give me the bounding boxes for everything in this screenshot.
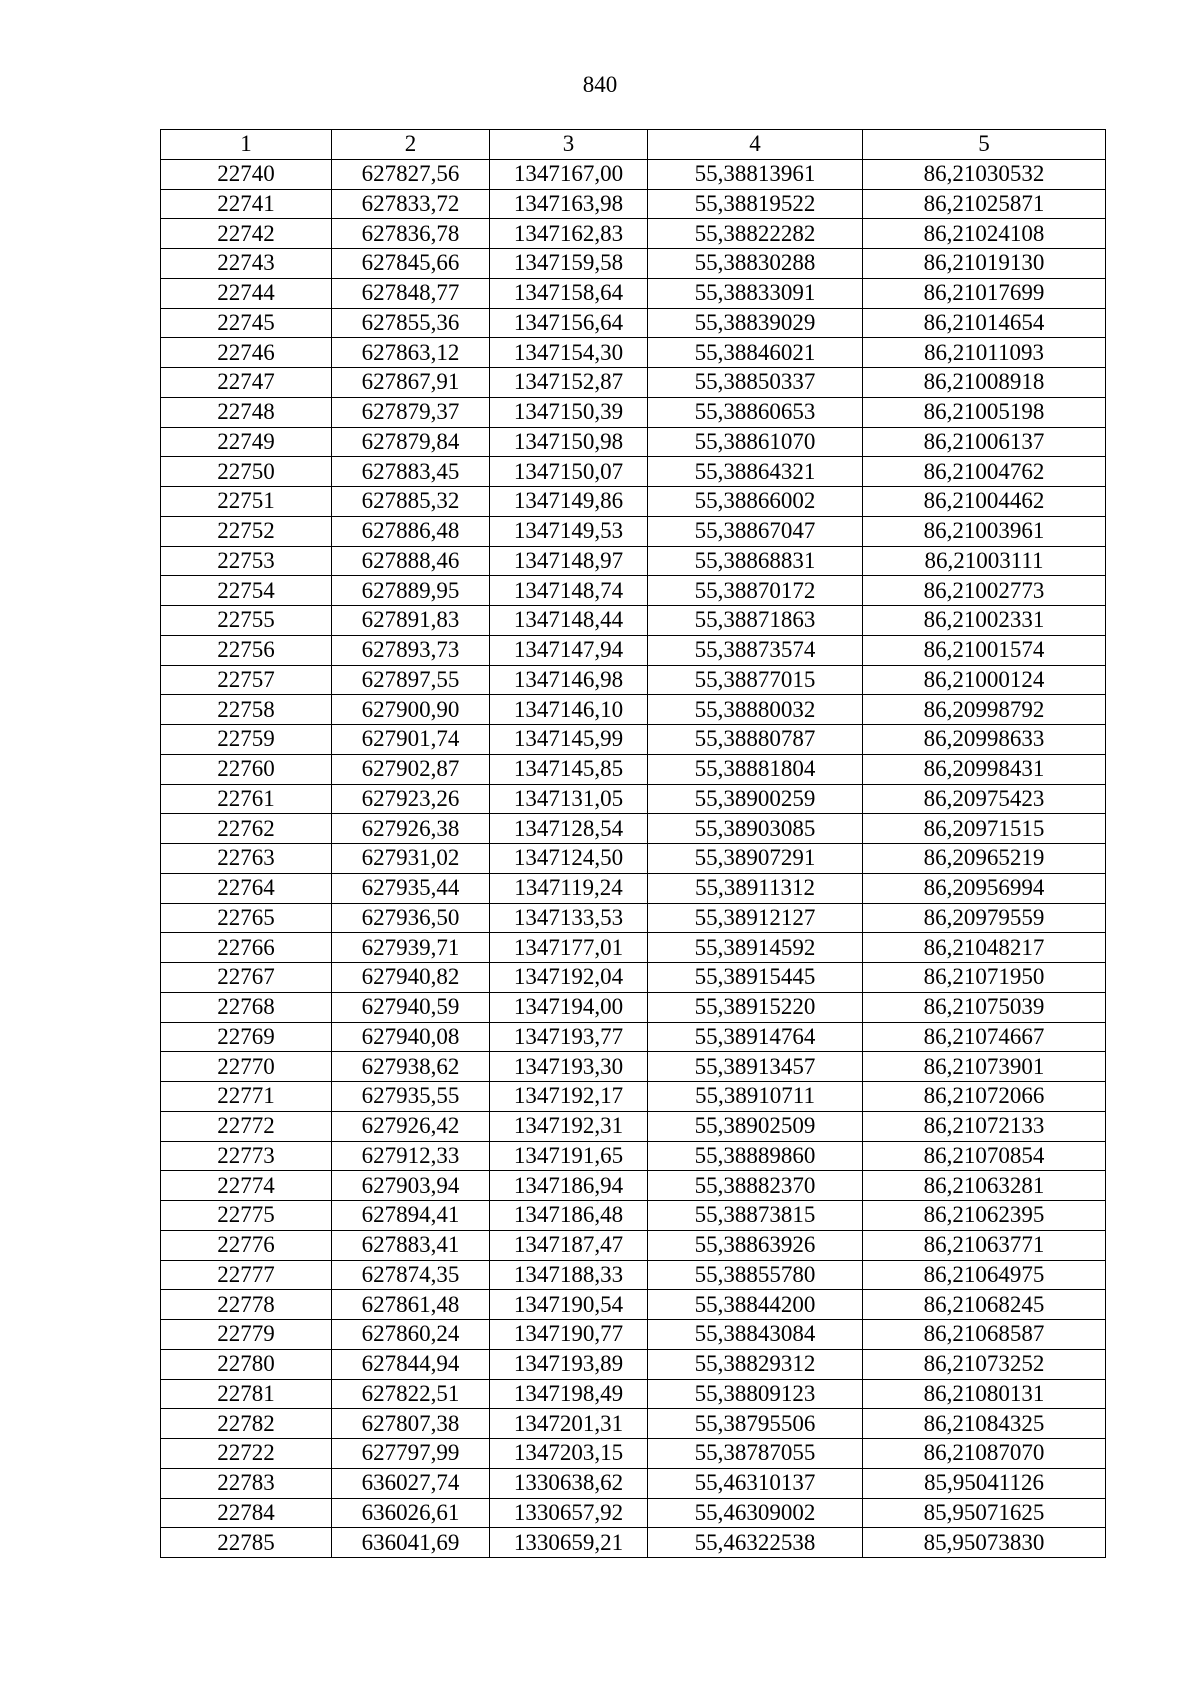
table-cell: 22747 [161,368,332,398]
table-row [161,1141,1106,1171]
table-row [161,1349,1106,1379]
table-cell: 1347124,50 [490,844,648,874]
table-cell: 55,38867047 [648,516,863,546]
table-row [161,1171,1106,1201]
table-cell: 86,20998633 [863,725,1106,755]
table-cell: 22764 [161,873,332,903]
table-row [161,814,1106,844]
table-cell: 55,38787055 [648,1439,863,1469]
table-cell: 22770 [161,1052,332,1082]
column-header-1: 1 [161,130,332,160]
table-cell: 86,20998431 [863,754,1106,784]
table-cell: 86,20975423 [863,784,1106,814]
table-cell: 86,21025871 [863,189,1106,219]
table-cell: 1330657,92 [490,1498,648,1528]
table-row [161,397,1106,427]
table-row [161,159,1106,189]
table-cell: 55,38914764 [648,1022,863,1052]
table-cell: 1347192,04 [490,963,648,993]
table-cell: 627860,24 [332,1320,490,1350]
table-cell: 627897,55 [332,665,490,695]
table-cell: 86,20998792 [863,695,1106,725]
table-cell: 1347145,99 [490,725,648,755]
table-row [161,308,1106,338]
table-cell: 627935,55 [332,1082,490,1112]
table-row [161,635,1106,665]
table-cell: 86,21087070 [863,1439,1106,1469]
table-cell: 22749 [161,427,332,457]
table-cell: 1347188,33 [490,1260,648,1290]
table-cell: 55,38889860 [648,1141,863,1171]
table-cell: 22740 [161,159,332,189]
table-cell: 86,21002331 [863,606,1106,636]
table-cell: 627940,59 [332,992,490,1022]
table-cell: 22750 [161,457,332,487]
table-cell: 55,38871863 [648,606,863,636]
table-cell: 55,38882370 [648,1171,863,1201]
table-row [161,1379,1106,1409]
table-row [161,725,1106,755]
table-cell: 55,46310137 [648,1468,863,1498]
table-cell: 86,21003111 [863,546,1106,576]
table-cell: 22757 [161,665,332,695]
table-cell: 55,38907291 [648,844,863,874]
table-cell: 1347193,89 [490,1349,648,1379]
table-cell: 55,38915445 [648,963,863,993]
table-cell: 22772 [161,1111,332,1141]
table-cell: 1347198,49 [490,1379,648,1409]
table-cell: 627894,41 [332,1201,490,1231]
table-cell: 86,20971515 [863,814,1106,844]
table-cell: 55,38860653 [648,397,863,427]
table-cell: 1347203,15 [490,1439,648,1469]
table-cell: 1347149,86 [490,487,648,517]
table-cell: 1347156,64 [490,308,648,338]
table-cell: 86,21072133 [863,1111,1106,1141]
table-cell: 627936,50 [332,903,490,933]
table-cell: 1347146,10 [490,695,648,725]
table-cell: 86,21008918 [863,368,1106,398]
table-cell: 1330659,21 [490,1528,648,1558]
table-cell: 627879,37 [332,397,490,427]
table-cell: 85,95071625 [863,1498,1106,1528]
table-cell: 55,38911312 [648,873,863,903]
table-cell: 86,21073252 [863,1349,1106,1379]
table-cell: 627902,87 [332,754,490,784]
table-cell: 22782 [161,1409,332,1439]
table-cell: 627844,94 [332,1349,490,1379]
table-cell: 22748 [161,397,332,427]
table-row [161,487,1106,517]
table-cell: 55,38830288 [648,249,863,279]
table-cell: 55,38902509 [648,1111,863,1141]
table-cell: 1347159,58 [490,249,648,279]
table-cell: 86,21073901 [863,1052,1106,1082]
table-cell: 1347186,48 [490,1201,648,1231]
table-cell: 55,38910711 [648,1082,863,1112]
table-cell: 22756 [161,635,332,665]
table-cell: 1347192,31 [490,1111,648,1141]
table-cell: 55,38844200 [648,1290,863,1320]
table-cell: 627940,82 [332,963,490,993]
table-cell: 86,21001574 [863,635,1106,665]
table-cell: 86,21063281 [863,1171,1106,1201]
table-cell: 627863,12 [332,338,490,368]
table-cell: 627883,41 [332,1230,490,1260]
table-cell: 22744 [161,278,332,308]
table-cell: 627888,46 [332,546,490,576]
table-cell: 22753 [161,546,332,576]
table-cell: 86,21068245 [863,1290,1106,1320]
table-cell: 22741 [161,189,332,219]
table-cell: 22758 [161,695,332,725]
table-row [161,903,1106,933]
table-cell: 86,21048217 [863,933,1106,963]
table-cell: 627931,02 [332,844,490,874]
table-cell: 55,38839029 [648,308,863,338]
table-row [161,189,1106,219]
column-header-3: 3 [490,130,648,160]
table-cell: 86,21017699 [863,278,1106,308]
table-cell: 86,21006137 [863,427,1106,457]
table-cell: 627912,33 [332,1141,490,1171]
table-cell: 636027,74 [332,1468,490,1498]
table-cell: 627874,35 [332,1260,490,1290]
table-cell: 55,38846021 [648,338,863,368]
table-cell: 86,21062395 [863,1201,1106,1231]
table-cell: 1347162,83 [490,219,648,249]
table-cell: 1347148,74 [490,576,648,606]
table-cell: 1347192,17 [490,1082,648,1112]
table-cell: 627940,08 [332,1022,490,1052]
table-row [161,606,1106,636]
table-cell: 86,21070854 [863,1141,1106,1171]
table-row [161,249,1106,279]
table-cell: 22785 [161,1528,332,1558]
table-cell: 55,46322538 [648,1528,863,1558]
table-cell: 627833,72 [332,189,490,219]
table-cell: 627807,38 [332,1409,490,1439]
table-cell: 627893,73 [332,635,490,665]
table-row [161,368,1106,398]
table-cell: 86,21068587 [863,1320,1106,1350]
table-cell: 1347163,98 [490,189,648,219]
table-cell: 1347119,24 [490,873,648,903]
table-cell: 22779 [161,1320,332,1350]
table-cell: 22763 [161,844,332,874]
table-cell: 85,95041126 [863,1468,1106,1498]
table-cell: 86,21072066 [863,1082,1106,1112]
table-cell: 86,20965219 [863,844,1106,874]
table-cell: 55,38829312 [648,1349,863,1379]
table-cell: 22761 [161,784,332,814]
table-cell: 22776 [161,1230,332,1260]
table-cell: 22751 [161,487,332,517]
table-cell: 22781 [161,1379,332,1409]
column-header-2: 2 [332,130,490,160]
table-cell: 86,21011093 [863,338,1106,368]
table-row [161,963,1106,993]
table-cell: 55,38881804 [648,754,863,784]
coordinates-table [160,129,1106,1558]
table-cell: 22778 [161,1290,332,1320]
table-cell: 1347145,85 [490,754,648,784]
table-cell: 22759 [161,725,332,755]
table-cell: 86,21000124 [863,665,1106,695]
table-cell: 86,21019130 [863,249,1106,279]
table-cell: 86,20956994 [863,873,1106,903]
table-cell: 55,38903085 [648,814,863,844]
table-cell: 22765 [161,903,332,933]
table-cell: 86,20979559 [863,903,1106,933]
table-row [161,1498,1106,1528]
table-cell: 55,38913457 [648,1052,863,1082]
table-cell: 1347154,30 [490,338,648,368]
table-row [161,338,1106,368]
table-cell: 55,38861070 [648,427,863,457]
table-cell: 1347150,98 [490,427,648,457]
table-row [161,516,1106,546]
table-cell: 627855,36 [332,308,490,338]
table-cell: 1347190,54 [490,1290,648,1320]
table-cell: 55,38866002 [648,487,863,517]
table-cell: 55,38813961 [648,159,863,189]
table-cell: 1347133,53 [490,903,648,933]
table-cell: 1347152,87 [490,368,648,398]
table-cell: 1347167,00 [490,159,648,189]
table-cell: 636041,69 [332,1528,490,1558]
table-cell: 86,21004462 [863,487,1106,517]
table-cell: 22768 [161,992,332,1022]
column-header-5: 5 [863,130,1106,160]
table-cell: 86,21004762 [863,457,1106,487]
table-cell: 627879,84 [332,427,490,457]
table-cell: 22766 [161,933,332,963]
table-cell: 55,38850337 [648,368,863,398]
table-cell: 55,38863926 [648,1230,863,1260]
table-cell: 86,21030532 [863,159,1106,189]
table-cell: 86,21003961 [863,516,1106,546]
table-cell: 627926,42 [332,1111,490,1141]
table-cell: 627939,71 [332,933,490,963]
table-cell: 22762 [161,814,332,844]
table-cell: 86,21005198 [863,397,1106,427]
table-cell: 55,38870172 [648,576,863,606]
table-cell: 627822,51 [332,1379,490,1409]
table-cell: 627938,62 [332,1052,490,1082]
table-cell: 22746 [161,338,332,368]
table-cell: 86,21074667 [863,1022,1106,1052]
table-cell: 627886,48 [332,516,490,546]
table-cell: 86,21084325 [863,1409,1106,1439]
table-cell: 55,38809123 [648,1379,863,1409]
table-cell: 627923,26 [332,784,490,814]
table-cell: 1347194,00 [490,992,648,1022]
table-cell: 627848,77 [332,278,490,308]
table-row [161,1022,1106,1052]
table-row [161,278,1106,308]
table-cell: 1347147,94 [490,635,648,665]
table-row [161,1201,1106,1231]
table-row [161,1111,1106,1141]
table-row [161,1230,1106,1260]
table-row [161,546,1106,576]
table-cell: 1347186,94 [490,1171,648,1201]
table-cell: 22755 [161,606,332,636]
table-cell: 1347177,01 [490,933,648,963]
table-row [161,1082,1106,1112]
table-cell: 1347201,31 [490,1409,648,1439]
table-row [161,873,1106,903]
table-cell: 22760 [161,754,332,784]
page-number: 840 [582,72,618,97]
table-cell: 22743 [161,249,332,279]
table-row [161,933,1106,963]
table-cell: 22722 [161,1439,332,1469]
table-cell: 22769 [161,1022,332,1052]
table-cell: 85,95073830 [863,1528,1106,1558]
table-cell: 1347148,97 [490,546,648,576]
table-row [161,1052,1106,1082]
table-cell: 627861,48 [332,1290,490,1320]
table-cell: 22754 [161,576,332,606]
table-cell: 1330638,62 [490,1468,648,1498]
table-row [161,1409,1106,1439]
table-cell: 55,38914592 [648,933,863,963]
table-cell: 86,21024108 [863,219,1106,249]
table-cell: 627926,38 [332,814,490,844]
table-cell: 86,21064975 [863,1260,1106,1290]
table-row [161,665,1106,695]
table-cell: 627797,99 [332,1439,490,1469]
table-cell: 1347187,47 [490,1230,648,1260]
table-cell: 627889,95 [332,576,490,606]
table-row [161,1439,1106,1469]
table-row [161,844,1106,874]
table-cell: 86,21075039 [863,992,1106,1022]
table-cell: 22777 [161,1260,332,1290]
table-row [161,1320,1106,1350]
table-row [161,576,1106,606]
table-cell: 22745 [161,308,332,338]
table-cell: 55,38880032 [648,695,863,725]
table-row [161,754,1106,784]
table-cell: 55,38868831 [648,546,863,576]
table-row [161,784,1106,814]
table-cell: 55,38873815 [648,1201,863,1231]
table-cell: 55,38822282 [648,219,863,249]
table-cell: 55,38877015 [648,665,863,695]
table-row [161,457,1106,487]
table-row [161,695,1106,725]
table-body [161,159,1106,1557]
table-cell: 627836,78 [332,219,490,249]
table-cell: 22767 [161,963,332,993]
table-cell: 22774 [161,1171,332,1201]
table-cell: 1347190,77 [490,1320,648,1350]
table-cell: 627891,83 [332,606,490,636]
table-row [161,1468,1106,1498]
table-cell: 22775 [161,1201,332,1231]
table-cell: 55,38819522 [648,189,863,219]
table-cell: 1347149,53 [490,516,648,546]
table-cell: 627903,94 [332,1171,490,1201]
table-row [161,1290,1106,1320]
table-cell: 22783 [161,1468,332,1498]
table-cell: 1347131,05 [490,784,648,814]
table-cell: 55,38864321 [648,457,863,487]
table-cell: 1347193,77 [490,1022,648,1052]
table-cell: 627935,44 [332,873,490,903]
table-header-row [161,130,1106,160]
table-cell: 55,38795506 [648,1409,863,1439]
table-cell: 55,38900259 [648,784,863,814]
table-cell: 55,38912127 [648,903,863,933]
table-cell: 55,38880787 [648,725,863,755]
table-cell: 1347150,39 [490,397,648,427]
table-cell: 22771 [161,1082,332,1112]
table-cell: 1347193,30 [490,1052,648,1082]
column-header-4: 4 [648,130,863,160]
table-row [161,1260,1106,1290]
table-cell: 86,21071950 [863,963,1106,993]
table-cell: 55,38833091 [648,278,863,308]
table-cell: 86,21063771 [863,1230,1106,1260]
table-row [161,992,1106,1022]
table-cell: 22752 [161,516,332,546]
table-cell: 627901,74 [332,725,490,755]
table-cell: 86,21002773 [863,576,1106,606]
table-row [161,427,1106,457]
table-cell: 1347191,65 [490,1141,648,1171]
table-cell: 627845,66 [332,249,490,279]
table-cell: 1347146,98 [490,665,648,695]
table-cell: 1347158,64 [490,278,648,308]
table-cell: 86,21080131 [863,1379,1106,1409]
table-cell: 86,21014654 [863,308,1106,338]
table-cell: 627867,91 [332,368,490,398]
table-cell: 636026,61 [332,1498,490,1528]
table-cell: 55,38915220 [648,992,863,1022]
table-row [161,219,1106,249]
table-cell: 627900,90 [332,695,490,725]
table-cell: 627883,45 [332,457,490,487]
table-cell: 22780 [161,1349,332,1379]
table-cell: 55,38855780 [648,1260,863,1290]
table-cell: 627827,56 [332,159,490,189]
table-cell: 627885,32 [332,487,490,517]
table-cell: 1347128,54 [490,814,648,844]
table-cell: 22773 [161,1141,332,1171]
table-cell: 55,46309002 [648,1498,863,1528]
table-cell: 22784 [161,1498,332,1528]
table-cell: 55,38843084 [648,1320,863,1350]
table-row [161,1528,1106,1558]
table-cell: 1347148,44 [490,606,648,636]
table-cell: 55,38873574 [648,635,863,665]
table-cell: 1347150,07 [490,457,648,487]
table-cell: 22742 [161,219,332,249]
